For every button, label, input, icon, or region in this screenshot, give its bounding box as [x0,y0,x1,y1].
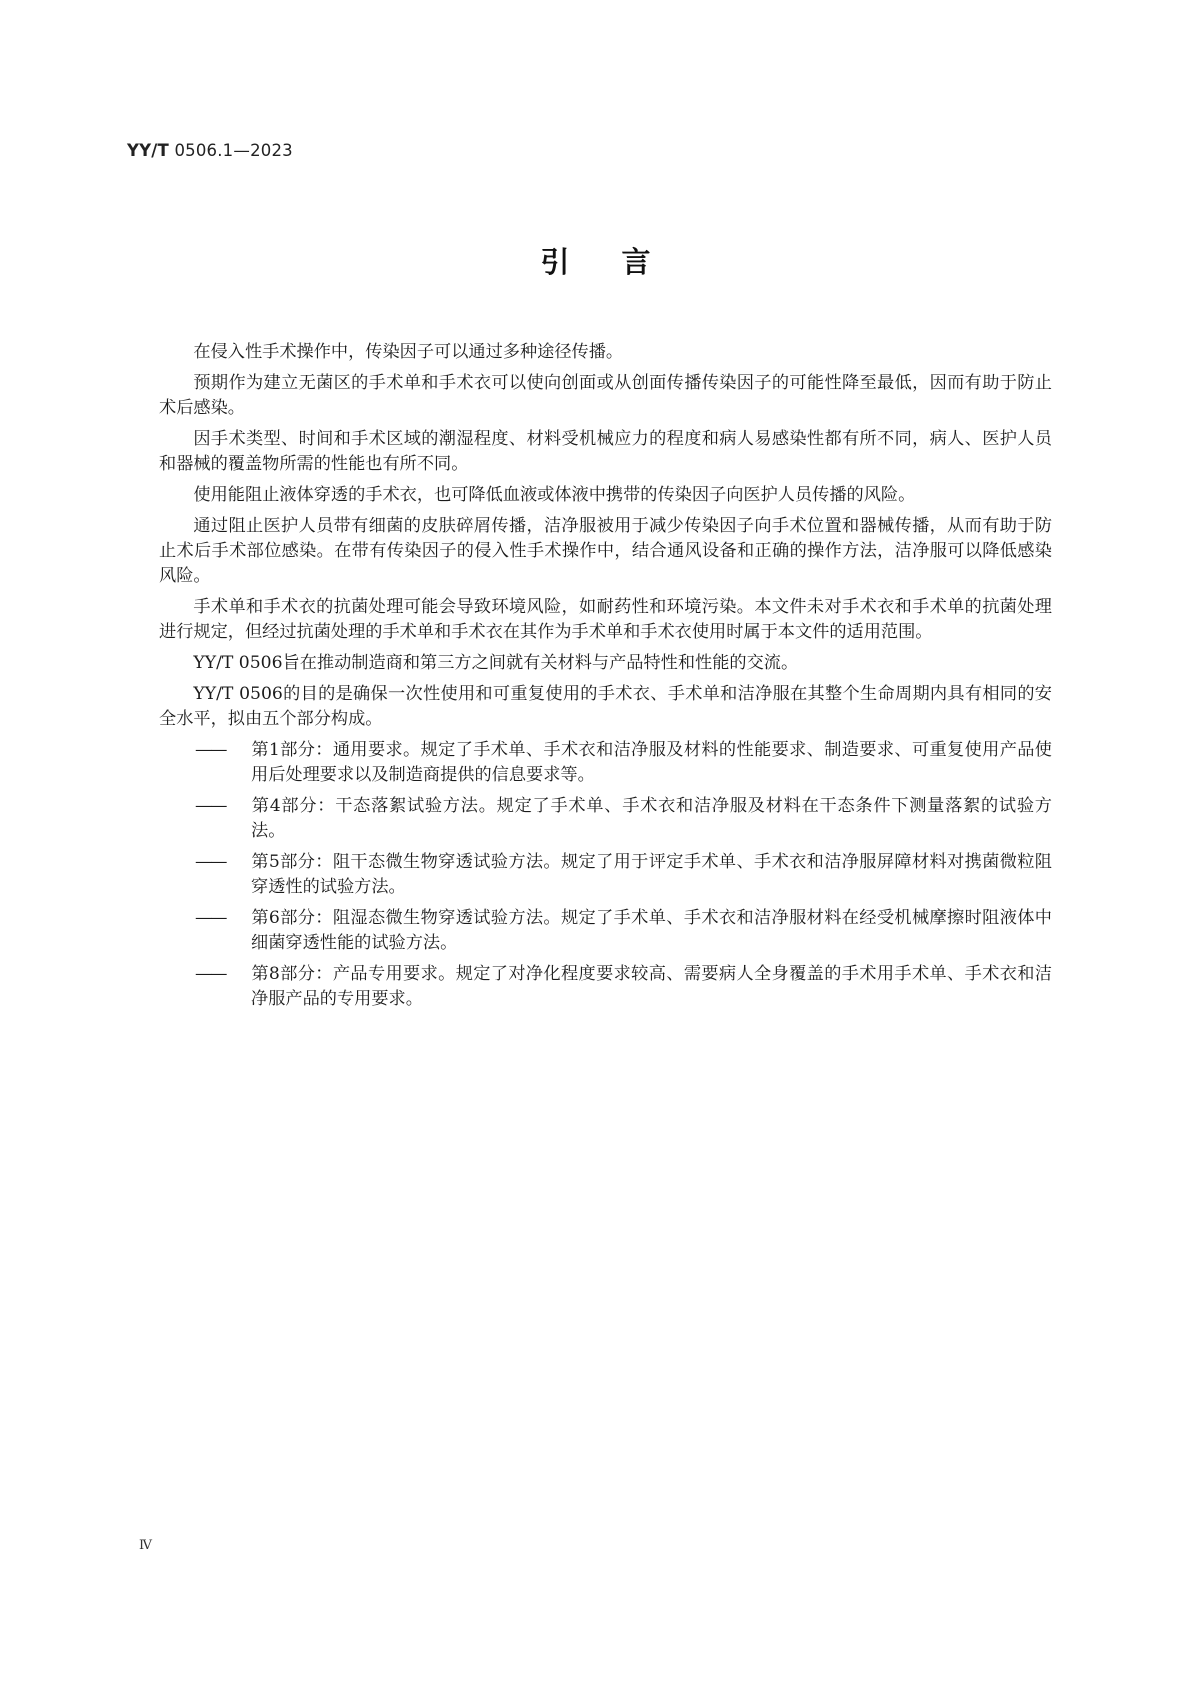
paragraph: YY/T 0506的目的是确保一次性使用和可重复使用的手术衣、手术单和洁净服在其整个生命周期内具有相同的安全水平，拟由五个部分构成。 [159,684,1052,729]
list-item-text: 第6部分：阻湿态微生物穿透试验方法。规定了手术单、手术衣和洁净服材料在经受机械摩擦时阻液体中细菌穿透性能的试验方法。 [251,908,1052,953]
document-code-prefix: YY/T [127,141,169,160]
list-item [159,738,1052,788]
page-number: Ⅳ [139,1538,152,1553]
list-item-text: 第8部分：产品专用要求。规定了对净化程度要求较高、需要病人全身覆盖的手术用手术单、手术衣和洁净服产品的专用要求。 [251,964,1052,1009]
parts-list [159,738,1052,1012]
paragraph: 通过阻止医护人员带有细菌的皮肤碎屑传播，洁净服被用于减少传染因子向手术位置和器械传播，从而有助于防止术后手术部位感染。在带有传染因子的侵入性手术操作中，结合通风设备和正确的操作方法，洁净服可以降低感染风险。 [159,516,1052,586]
list-dash: —— [195,964,226,984]
paragraph: 在侵入性手术操作中，传染因子可以通过多种途径传播。 [193,342,624,362]
paragraph: YY/T 0506旨在推动制造商和第三方之间就有关材料与产品特性和性能的交流。 [193,653,799,673]
list-item [159,906,1052,956]
list-item-text: 第5部分：阻干态微生物穿透试验方法。规定了用于评定手术单、手术衣和洁净服屏障材料对携菌微粒阻穿透性的试验方法。 [251,852,1052,897]
list-item [159,794,1052,844]
list-item [159,850,1052,900]
document-code-number: 0506.1—2023 [174,141,293,160]
list-item [159,962,1052,1012]
paragraph: 手术单和手术衣的抗菌处理可能会导致环境风险，如耐药性和环境污染。本文件未对手术衣和手术单的抗菌处理进行规定，但经过抗菌处理的手术单和手术衣在其作为手术单和手术衣使用时属于本文件的适用范围。 [159,597,1052,642]
list-item-text: 第1部分：通用要求。规定了手术单、手术衣和洁净服及材料的性能要求、制造要求、可重复使用产品使用后处理要求以及制造商提供的信息要求等。 [251,740,1052,785]
paragraph: 使用能阻止液体穿透的手术衣，也可降低血液或体液中携带的传染因子向医护人员传播的风险。 [193,485,916,505]
list-dash: —— [195,908,226,928]
introduction-body [159,340,1052,1018]
paragraph: 预期作为建立无菌区的手术单和手术衣可以使向创面或从创面传播传染因子的可能性降至最低，因而有助于防止术后感染。 [159,373,1052,418]
document-code [127,141,293,160]
list-item-text: 第4部分：干态落絮试验方法。规定了手术单、手术衣和洁净服及材料在干态条件下测量落絮的试验方法。 [251,796,1052,841]
page-title: 引言 [540,245,703,279]
list-dash: —— [195,852,226,872]
paragraph: 因手术类型、时间和手术区域的潮湿程度、材料受机械应力的程度和病人易感染性都有所不同，病人、医护人员和器械的覆盖物所需的性能也有所不同。 [159,429,1052,474]
list-dash: —— [195,740,226,760]
list-dash: —— [195,796,226,816]
